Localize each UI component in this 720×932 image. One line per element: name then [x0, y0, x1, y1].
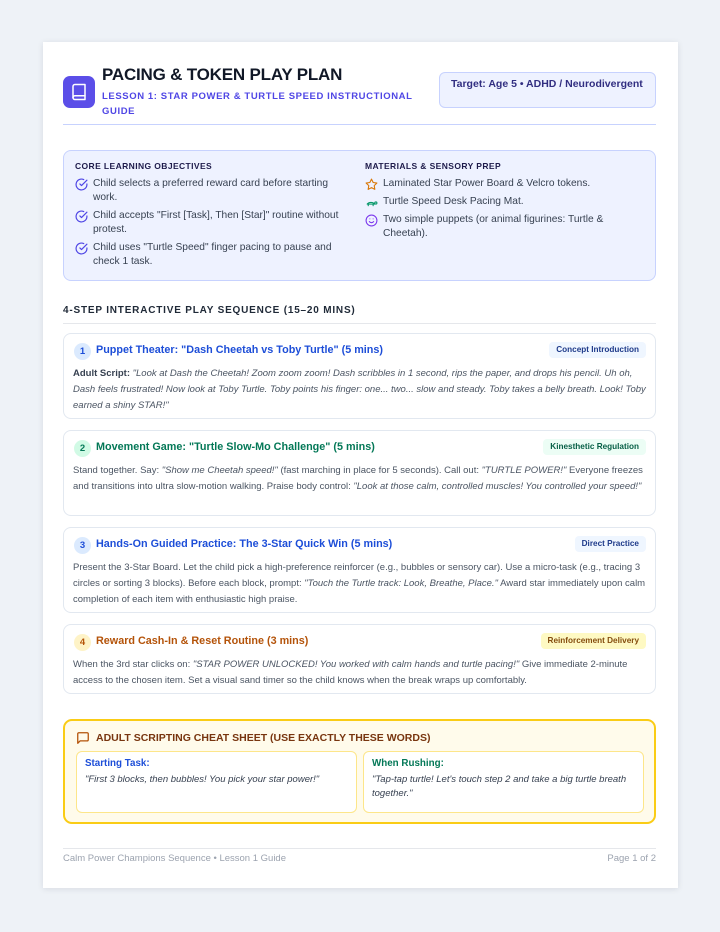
step-number: 4 [74, 634, 91, 651]
tip-label: When Rushing: [372, 758, 444, 769]
speech-bubble-icon [76, 731, 90, 745]
step-text: Present the 3-Star Board. Let the child pick a high-preference reinforcer (e.g., bubbles or sensory car). Use a micro-task (e.g., tracing 3 circles or sorting 3 blocks). Before each block, prompt: [73, 562, 641, 589]
star-icon [365, 178, 378, 191]
objectives-panel [63, 150, 656, 281]
step-number: 3 [74, 537, 91, 554]
material-text: Laminated Star Power Board & Velcro tokens. [383, 178, 591, 189]
tip-text: "Tap-tap turtle! Let's touch step 2 and take a big turtle breath together." [372, 774, 627, 799]
step-badge: Reinforcement Delivery [541, 633, 646, 649]
check-circle-icon [75, 242, 88, 255]
material-text: Turtle Speed Desk Pacing Mat. [383, 196, 524, 207]
step-title: Movement Game: "Turtle Slow-Mo Challenge" (5 mins) [96, 441, 375, 453]
step-body [73, 657, 646, 689]
tip-text: "First 3 blocks, then bubbles! You pick your star power!" [85, 774, 320, 785]
step-badge: Kinesthetic Regulation [543, 439, 646, 455]
objective-text: Child uses "Turtle Speed" finger pacing to pause and check 1 task. [93, 242, 332, 267]
objective-item [75, 241, 355, 269]
step-body [73, 366, 646, 414]
check-circle-icon [75, 210, 88, 223]
footer-divider [63, 848, 656, 849]
step-card-3 [63, 527, 656, 613]
lesson-page [43, 42, 678, 888]
header-divider [63, 124, 656, 125]
page-title: PACING & TOKEN PLAY PLAN [102, 65, 343, 84]
step-text: Give immediate 2-minute access to the chosen item. Set a visual sand timer so the child knows when the break wraps up comfortably. [73, 659, 628, 686]
cheat-sheet-heading: ADULT SCRIPTING CHEAT SHEET (USE EXACTLY THESE WORDS) [96, 732, 431, 744]
target-badge: Target: Age 5 • ADHD / Neurodivergent [439, 72, 656, 108]
step-quote: "Look at those calm, controlled muscles! You controlled your speed!" [353, 481, 642, 492]
step-text: (fast marching in place for 5 seconds). Call out: [277, 465, 482, 476]
step-number: 2 [74, 440, 91, 457]
smile-icon [365, 214, 378, 227]
cheat-sheet-header [76, 731, 430, 745]
turtle-icon [365, 196, 378, 209]
step-title: Hands-On Guided Practice: The 3-Star Quick Win (5 mins) [96, 538, 393, 550]
sequence-divider [63, 323, 656, 324]
step-card-1 [63, 333, 656, 419]
step-badge: Concept Introduction [549, 342, 646, 358]
step-quote: "Touch the Turtle track: Look, Breathe, Place." [304, 578, 498, 589]
step-quote: "Show me Cheetah speed!" [161, 465, 278, 476]
objective-item [75, 177, 355, 205]
step-body [73, 560, 646, 608]
check-circle-icon [75, 178, 88, 191]
step-text: Everyone freezes and transitions into ultra slow-motion walking. Praise body control: [73, 465, 643, 492]
page-header [63, 65, 656, 125]
material-item [365, 195, 645, 209]
material-item [365, 213, 645, 241]
step-number: 1 [74, 343, 91, 360]
sequence-heading: 4-STEP INTERACTIVE PLAY SEQUENCE (15–20 MINS) [63, 305, 356, 316]
tip-card [76, 751, 357, 813]
step-card-2 [63, 430, 656, 516]
step-title: Puppet Theater: "Dash Cheetah vs Toby Turtle" (5 mins) [96, 344, 384, 356]
materials-column [365, 161, 645, 245]
objectives-column [75, 161, 355, 273]
page-number: Page 1 of 2 [607, 853, 656, 864]
objective-text: Child accepts "First [Task], Then [Star]" routine without protest. [93, 210, 339, 235]
material-text: Two simple puppets (or animal figurines: Turtle & Cheetah). [383, 214, 604, 239]
step-card-4 [63, 624, 656, 694]
step-text: Award star immediately upon calm completion of each item with enthusiastic high praise. [73, 578, 646, 605]
tip-card [363, 751, 644, 813]
step-title: Reward Cash-In & Reset Routine (3 mins) [96, 635, 309, 647]
step-text: When the 3rd star clicks on: [73, 659, 193, 670]
objective-item [75, 209, 355, 237]
step-badge: Direct Practice [575, 536, 646, 552]
step-body [73, 463, 646, 495]
script-text: "Look at Dash the Cheetah! Zoom zoom zoom! Dash scribbles in 1 second, rips the paper, and drops his pencil. Uh oh, Dash feels frustrated! Now look at Toby Turtle. Toby points his finger: one... two... slow and steady. Toby takes a belly breath. Look! Toby earned a shiny STAR!" [73, 368, 646, 411]
materials-heading: MATERIALS & SENSORY PREP [365, 161, 502, 171]
step-quote: "TURTLE POWER!" [481, 465, 567, 476]
book-icon [63, 76, 95, 108]
objectives-heading: CORE LEARNING OBJECTIVES [75, 161, 213, 171]
step-text: Stand together. Say: [73, 465, 162, 476]
step-quote: "STAR POWER UNLOCKED! You worked with calm hands and turtle pacing!" [192, 659, 520, 670]
material-item [365, 177, 645, 191]
objective-text: Child selects a preferred reward card before starting work. [93, 178, 328, 203]
script-label: Adult Script: [73, 368, 130, 379]
tip-label: Starting Task: [85, 758, 150, 769]
footer-title: Calm Power Champions Sequence • Lesson 1 Guide [63, 853, 287, 864]
page-subtitle: LESSON 1: STAR POWER & TURTLE SPEED INSTRUCTIONAL GUIDE [102, 91, 413, 117]
cheat-sheet-panel [63, 719, 656, 824]
